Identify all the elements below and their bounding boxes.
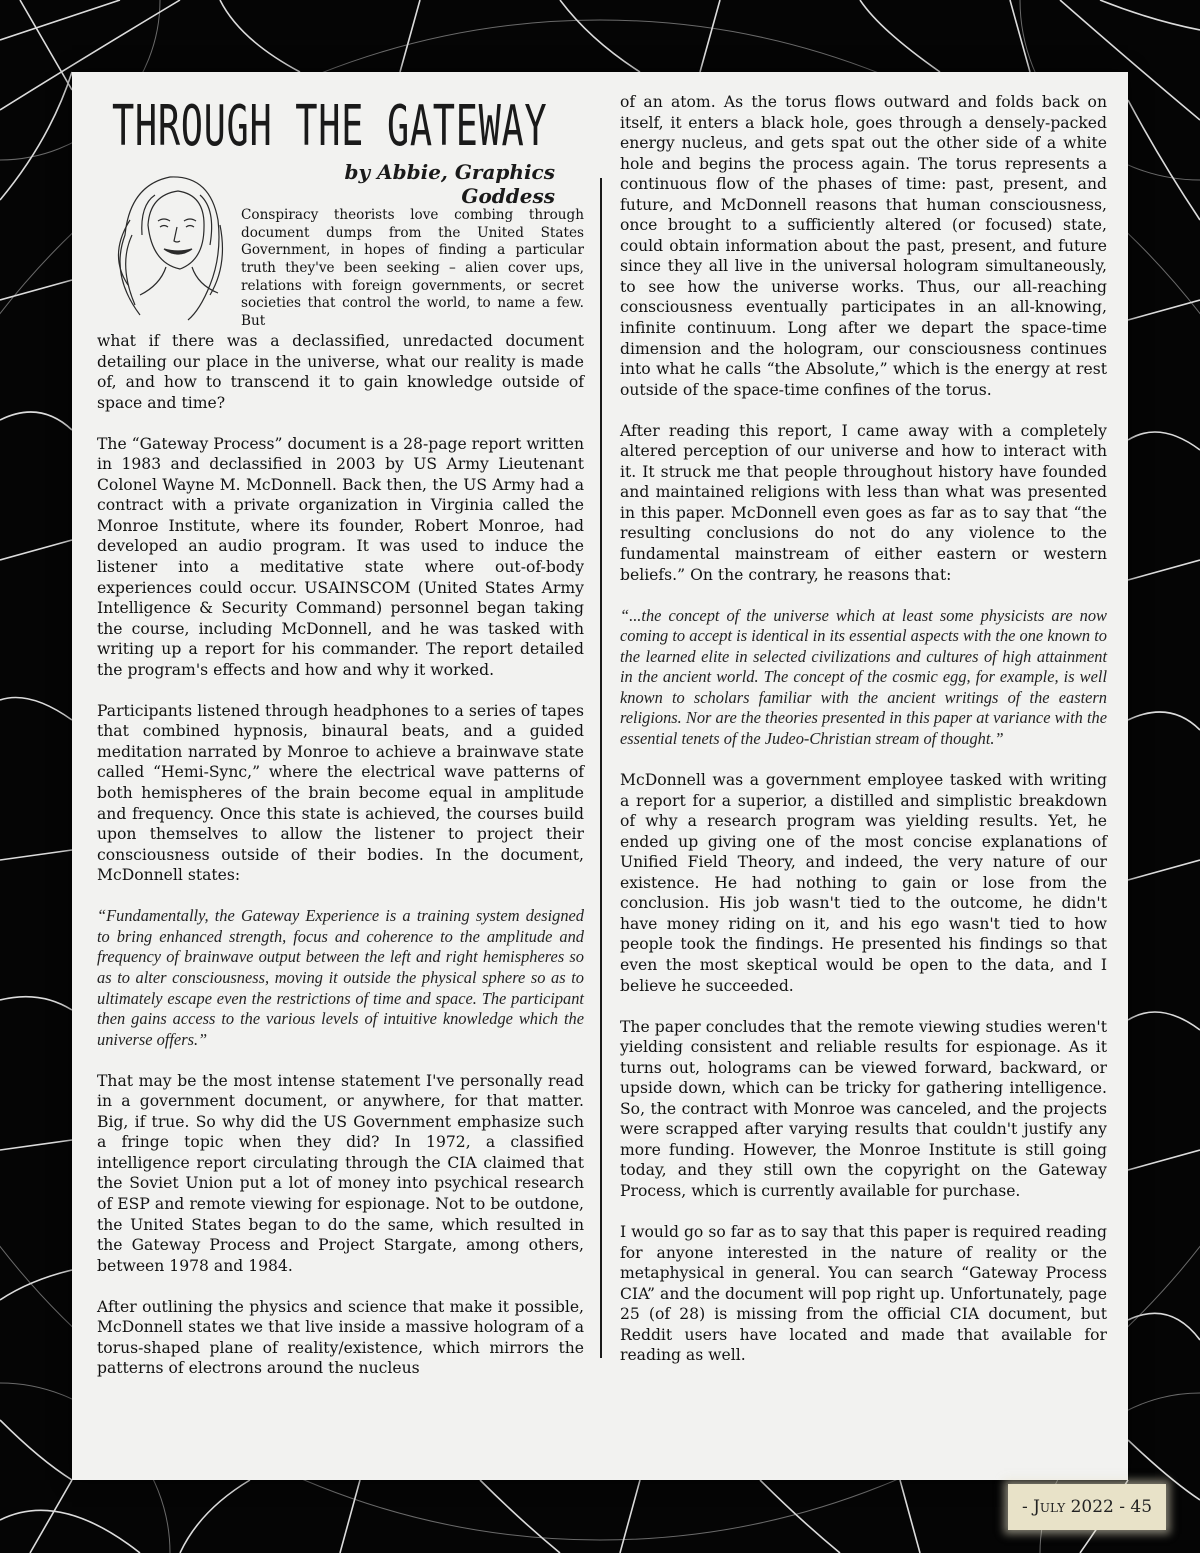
lead-paragraph <box>241 207 584 331</box>
paragraph: The “Gateway Process” document is a 28-page report written in 1983 and declassified in 2003 by US Army Lieutenant Colonel Wayne M. McDonnell. Back then, the US Army had a contract with a private organization in Virginia called the Monroe Institute, where its founder, Robert Monroe, had developed an audio program. It was used to induce the listener into a meditative state where out-of-body experiences could occur. USAINSCOM (United States Army Intelligence & Security Command) personnel began taking the course, including McDonnell, and he was tasked with writing up a report for his commander. The report detailed the program's effects and how and why it worked. <box>97 434 585 679</box>
block-quote: “...the concept of the universe which at least some physicists are now coming to accept is identical in its essential aspects with the one known to the learned elite in selected civilizations and cultures of high attainment in the ancient world. The concept of the cosmic egg, for example, is well known to scholars familiar with the ancient writings of the eastern religions. Nor are the theories presented in this paper at variance with the essential tenets of the Judeo-Christian stream of thought.” <box>620 605 1107 748</box>
column-divider <box>600 178 602 1358</box>
paragraph: of an atom. As the torus flows outward and folds back on itself, it enters a black hole, goes through a densely-packed energy nucleus, and gets spat out the other side of a white hole and begins the process again. The torus represents a continuous flow of the phases of time: past, present, and future, and McDonnell reasons that human consciousness, once brought to a sufficiently altered (or focused) state, could obtain information about the past, present, and future since they all live in the universal hologram simultaneously, to see how the universe works. Thus, our all-reaching consciousness eventually participates in an all-knowing, infinite continuum. Long after we depart the space-time dimension and the hologram, our consciousness continues into what he calls “the Absolute,” which is the energy at rest outside of the space-time confines of the torus. <box>620 93 1107 399</box>
paragraph: The paper concludes that the remote viewing studies weren't yielding consistent and reliable results for espionage. As it turns out, holograms can be viewed forward, backward, or upside down, which can be tricky for gathering intelligence. So, the contract with Monroe was canceled, and the projects were scrapped after varying results that couldn't justify any more funding. However, the Monroe Institute is still going today, and they still own the copyright on the Gateway Process, which is currently available for purchase. <box>620 1017 1107 1200</box>
right-column <box>620 92 1107 1366</box>
article-title: THROUGH THE GATEWAY <box>112 94 548 159</box>
paragraph: After reading this report, I came away with a completely altered perception of our universe and how to interact with it. It struck me that people throughout history have founded and maintained religions with less than what was presented in this paper. McDonnell even goes as far as to say that “the resulting conclusions do not do any violence to the fundamental mainstream of either eastern or western beliefs.” On the contrary, he reasons that: <box>620 421 1107 584</box>
page-folio: - July 2022 - 45 <box>1008 1484 1166 1530</box>
paragraph: what if there was a declassified, unredacted document detailing our place in the universe, what our reality is made of, and how to transcend it to gain knowledge outside of space and time? <box>97 332 584 412</box>
paragraph: McDonnell was a government employee tasked with writing a report for a superior, a distilled and simplistic breakdown of why a research program was yielding results. Yet, he ended up giving one of the most concise explanations of Unified Field Theory, and indeed, the very nature of our existence. He had nothing to gain or lose from the conclusion. His job wasn't tied to the outcome, he didn't have money riding on it, and his ego wasn't tied to how people took the findings. He presented his findings so that even the most skeptical would be open to the data, and I believe he succeeded. <box>620 771 1107 995</box>
author-portrait-sketch <box>100 165 240 325</box>
block-quote: “Fundamentally, the Gateway Experience is a training system designed to bring enhanced strength, focus and coherence to the amplitude and frequency of brainwave output between the left and right hemispheres so as to alter consciousness, moving it outside the physical sphere so as to ultimately escape even the restrictions of time and space. The participant then gains access to the various levels of intuitive knowledge which the universe offers.” <box>97 906 584 1049</box>
paragraph: That may be the most intense statement I've personally read in a government document, or anywhere, for that matter. Big, if true. So why did the US Government emphasize such a fringe topic when they did? In 1972, a classified intelligence report circulating through the CIA claimed that the Soviet Union put a lot of money into psychical research of ESP and remote viewing for espionage. Not to be outdone, the United States began to do the same, which resulted in the Gateway Process and Project Stargate, among others, between 1978 and 1984. <box>97 1071 584 1275</box>
paragraph: I would go so far as to say that this paper is required reading for anyone interested in the nature of reality or the metaphysical in general. You can search “Gateway Process CIA” and the document will pop right up. Unfortunately, page 25 (of 28) is missing from the official CIA document, but Reddit users have located and made that available for reading as well. <box>620 1223 1107 1365</box>
left-column <box>97 331 584 1379</box>
byline: by Abbie, Graphics Goddess <box>344 160 555 208</box>
lead-text: Conspiracy theorists love combing through document dumps from the United States Government, in hopes of finding a particular truth they've been seeking – alien cover ups, relations with foreign governments, or secret societies that control the world, to name a few. But <box>241 207 584 330</box>
paragraph: After outlining the physics and science that make it possible, McDonnell states we that live inside a massive hologram of a torus-shaped plane of reality/existence, which mirrors the patterns of electrons around the nucleus <box>97 1297 584 1378</box>
paragraph: Participants listened through headphones to a series of tapes that combined hypnosis, binaural beats, and a guided meditation narrated by Monroe to achieve a brainwave state called “Hemi-Sync,” where the electrical wave patterns of both hemispheres of the brain become equal in amplitude and frequency. Once this state is achieved, the courses build upon themselves to allow the listener to project their consciousness outside of their bodies. In the document, McDonnell states: <box>97 701 584 885</box>
